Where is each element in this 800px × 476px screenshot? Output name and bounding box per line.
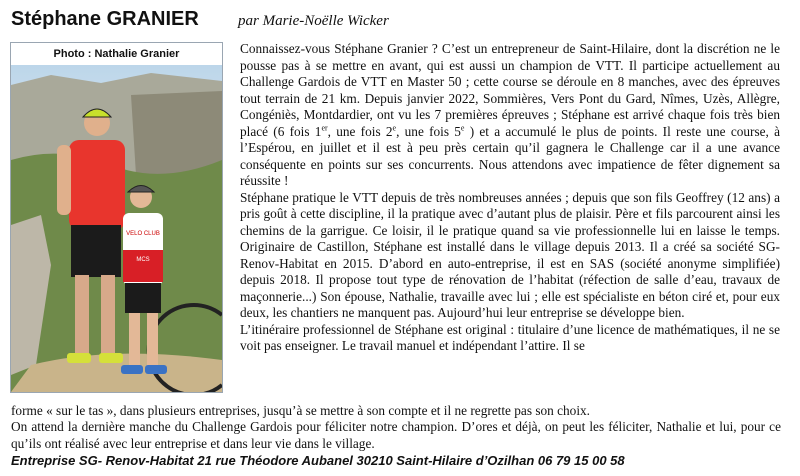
photo-shirt-text-2: MCS (136, 257, 150, 263)
paragraph-3-end: forme « sur le tas », dans plusieurs entreprises, jusqu’à se mettre à son compte et il ne regrette pas son choix. (11, 403, 590, 418)
article-byline: par Marie-Noëlle Wicker (238, 13, 389, 29)
paragraph-1: Connaissez-vous Stéphane Granier ? C’est un entrepreneur de Saint-Hilaire, dont la discrétion ne le pousse pas à se mettre en avant, qui est aussi un champion de VTT. Il participe actuellement au Challenge Gardois de VTT en Master 50 ; cette course se déroule en 8 manches, avec des épreuves tout terrain de 21 km. Depuis janvier 2022, Sommières, Vers Pont du Gard, Nîmes, Uzès, Allègre, Congéniès, Montdardier, ont vu les 7 premières épreuves ; Stéphane est arrivé chaque fois très bien placé (6 fois 1er, une fois 2e, une fois 5e ) et a accumulé le plus de points. Il reste une course, à l’Espérou, en juillet et il est à peu près certain qu’il gagnera le Challenge car il a une avance conséquente en points sur ses concurrents. Nous attendons avec impatience de fêter dignement sa réussite ! (240, 41, 780, 188)
article-photo (10, 42, 223, 393)
paragraph-2: Stéphane pratique le VTT depuis de très nombreuses années ; depuis que son fils Geoffrey (12 ans) a pris goût à cette discipline, il la pratique avec d’autant plus de plaisir. Père et fils parcourent ainsi les chemins de la garrigue. Ce loisir, il le pratique quand sa vie professionnelle lui en laisse le temps. Originaire de Castillon, Stéphane est installé dans le village depuis 2013. Il a créé sa société SG- Renov-Habitat en 2015. D’abord en auto-entreprise, il est en SAS (société anonyme simplifiée) depuis 2018. Il propose tout type de rénovation de l’habitat (réfection de salle d’eau, travaux de maçonnerie...) Son épouse, Nathalie, travaille avec lui ; elle est spécialiste en béton ciré et, pour eux deux, les chantiers ne manquent pas. Aujourd’hui leur entreprise se développe bien. (240, 189, 780, 320)
article-column (240, 41, 780, 355)
photo-caption: Photo : Nathalie Granier (11, 43, 222, 65)
paragraph-3-start: L’itinéraire professionnel de Stéphane est original : titulaire d’une licence de mathématiques, il ne se voit pas enseigner. Le travail manuel et indépendant l’attire. Il se (240, 321, 780, 353)
article-footer: Entreprise SG- Renov-Habitat 21 rue Théodore Aubanel 30210 Saint-Hilaire d’Ozilhan 06 79 15 00 58 (11, 453, 625, 468)
paragraph-4: On attend la dernière manche du Challenge Gardois pour féliciter notre champion. D’ores et déjà, on peut les féliciter, Nathalie et lui, pour ce qu’ils ont réalisé avec leur entreprise et dans leur vie dans le village. (11, 419, 781, 451)
article-title: Stéphane GRANIER (11, 8, 199, 30)
photo-illustration (11, 65, 222, 392)
photo-shirt-text-1: VELO CLUB (126, 231, 160, 237)
